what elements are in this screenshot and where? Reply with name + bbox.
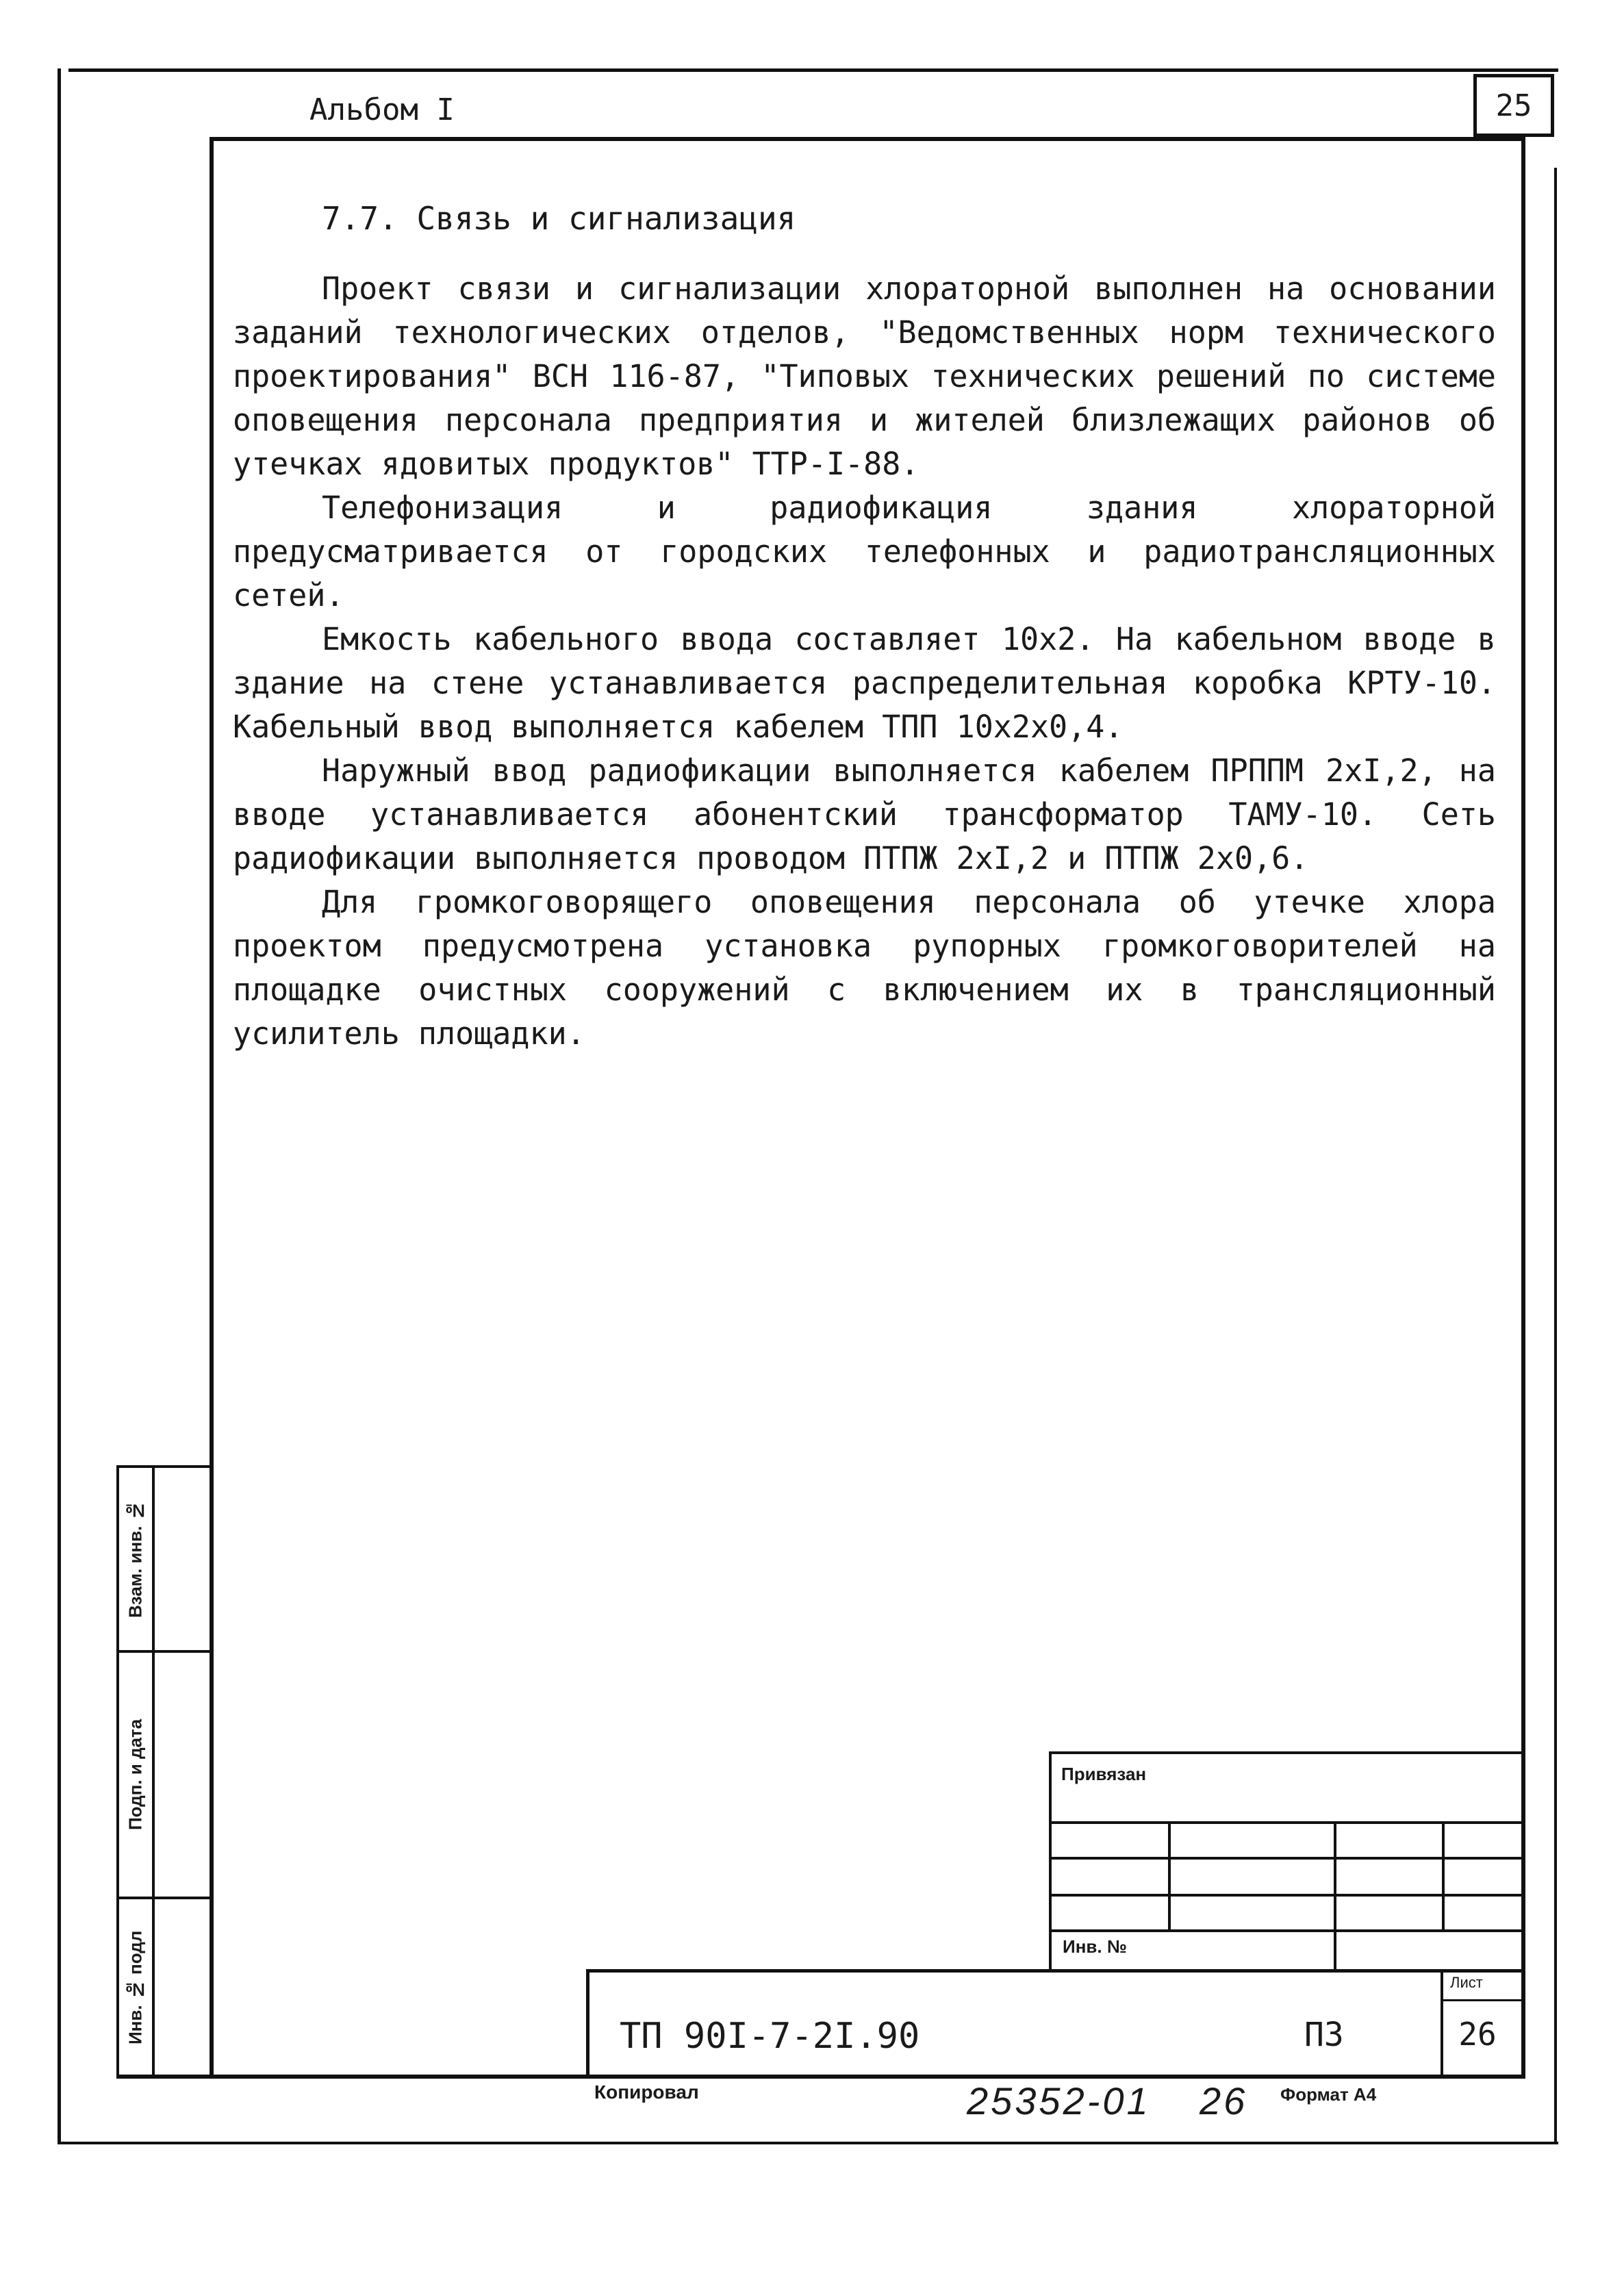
- paragraph: Для громкоговорящего оповещения персонала об утечке хлора проектом предусмотрена установка рупорных громкоговорителей на площадке очистных сооружений с включением их в трансляционный усилитель площадки.: [233, 884, 1496, 1052]
- paragraph: Наружный ввод радиофикации выполняется кабелем ПРППМ 2хI,2, на вводе устанавливается абонентский трансформатор ТАМУ-10. Сеть радиофикации выполняется проводом ПТПЖ 2хI,2 и ПТПЖ 2х0,6.: [233, 752, 1496, 876]
- paragraph: Телефонизация и радиофикация здания хлораторной предусматривается от городских телефонных и радиотрансляционных сетей.: [233, 490, 1496, 613]
- stamp-label-replaced-inv: Взам. инв. №: [125, 1500, 146, 1618]
- attachment-col-line: [1442, 1821, 1445, 1929]
- attachment-row-line: [1049, 1857, 1521, 1860]
- handwritten-page: 26: [1200, 2079, 1248, 2122]
- attachment-col-line: [1168, 1821, 1171, 1929]
- side-stamp-divider: [152, 1465, 155, 2078]
- inner-frame-right: [1521, 137, 1525, 2079]
- attachment-col-line: [1334, 1821, 1336, 1969]
- album-label: Альбом I: [309, 92, 455, 127]
- attachment-row-line: [1049, 1894, 1521, 1897]
- copied-label: Копировал: [594, 2081, 699, 2103]
- paragraph: Проект связи и сигнализации хлораторной выполнен на основании заданий технологических отделов, "Ведомственных норм технического проектирования" ВСН 116-87, "Типовых технических решений по системе оповещения персонала предприятия и жителей близлежащих районов об утечках ядовитых продуктов" ТТР-I-88.: [233, 270, 1496, 482]
- document-type: ПЗ: [1304, 2016, 1344, 2054]
- section-title: 7.7. Связь и сигнализация: [322, 200, 796, 237]
- sheet-label: Лист: [1450, 1974, 1483, 1991]
- sheet-number: 26: [1458, 2016, 1497, 2053]
- attachment-row-line: [1049, 1821, 1521, 1824]
- inner-frame-top: [211, 137, 1525, 141]
- stamp-label-signature-date: Подп. и дата: [125, 1719, 146, 1831]
- paragraph: Емкость кабельного ввода составляет 10х2. На кабельном вводе в здание на стене устанавливается распределительная коробка КРТУ-10. Кабельный ввод выполняется кабелем ТПП 10х2х0,4.: [233, 621, 1496, 745]
- outer-frame-left: [58, 68, 61, 2143]
- stamp-label-original-inv: Инв. № подл: [125, 1930, 146, 2045]
- handwritten-number: 25352-01: [967, 2079, 1151, 2122]
- outer-frame-top: [68, 68, 1558, 72]
- attached-label: Привязан: [1061, 1764, 1147, 1784]
- body-text: [233, 267, 1496, 1056]
- outer-frame-right: [1554, 168, 1557, 2144]
- attachment-row-line: [1049, 1929, 1521, 1932]
- inv-no-label: Инв. №: [1063, 1936, 1127, 1957]
- sheet-cell-divider: [1441, 1999, 1521, 2001]
- document-code: ТП 90I-7-2I.90: [620, 2016, 920, 2057]
- outer-frame-bottom: [58, 2142, 1558, 2144]
- format-label: Формат А4: [1280, 2084, 1377, 2105]
- page-number: 25: [1473, 74, 1554, 137]
